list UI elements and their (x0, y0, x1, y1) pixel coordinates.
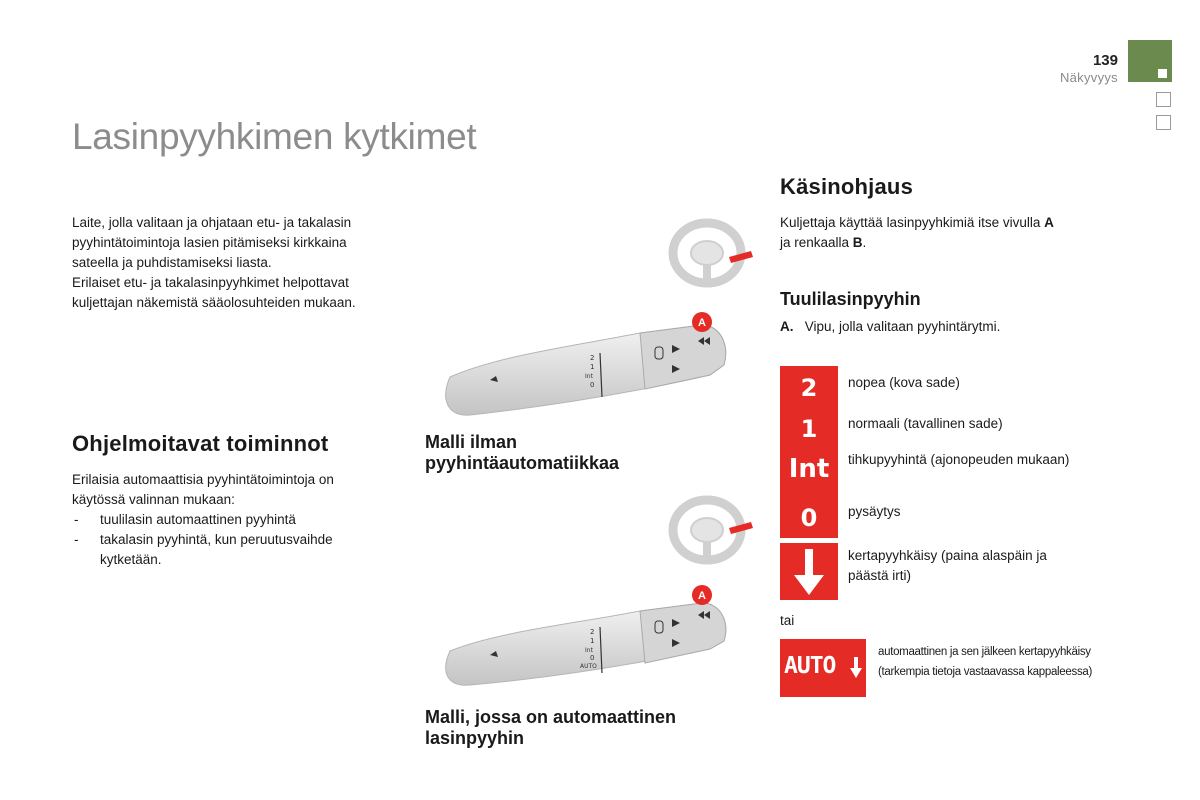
stalk-label: Int (585, 647, 593, 654)
marker-a-label: A (698, 317, 706, 329)
mode-description: pysäytys (848, 504, 901, 519)
wiper-stalk-illustration (440, 305, 740, 425)
stalk-label: 0 (590, 381, 595, 389)
mode-symbols-block (780, 366, 838, 538)
stalk-label: Int (585, 373, 593, 380)
chapter-tab-box (1156, 115, 1171, 130)
mode-description: nopea (kova sade) (848, 375, 960, 390)
mode-symbol: 2 (800, 374, 818, 402)
list-item: - takalasin pyyhintä, kun peruutusvaihde kytketään. (72, 530, 402, 570)
stalk-label: 1 (590, 363, 595, 371)
section-name: Näkyvyys (1059, 70, 1118, 85)
auto-description: automaattinen ja sen jälkeen kertapyyhkäisy (tarkempia tietoja vastaavassa kappaleessa) (878, 646, 1093, 678)
page-title: Lasinpyyhkimen kytkimet (72, 116, 477, 157)
figure-caption-top: Malli ilman pyyhintäautomatiikkaa (425, 432, 620, 473)
chapter-tab-active (1128, 40, 1172, 82)
mode-symbol: Int (788, 454, 830, 484)
single-wipe-block (780, 543, 838, 600)
steering-wheel-icon (665, 492, 755, 572)
wiper-stalk-auto-illustration (440, 585, 740, 695)
marker-a-label: A (698, 590, 706, 602)
mode-description: tihkupyyhintä (ajonopeuden mukaan) (848, 452, 1070, 467)
mode-symbol: 0 (800, 504, 818, 532)
intro-line: Erilaiset etu- ja takalasinpyyhkimet helpottavat (72, 275, 349, 290)
programmable-heading: Ohjelmoitavat toiminnot (72, 431, 329, 456)
intro-paragraph (72, 213, 412, 313)
figure-caption-bottom: Malli, jossa on automaattinen lasinpyyhin (425, 707, 677, 748)
stalk-label: 0 (590, 654, 595, 662)
chapter-tab-box (1156, 92, 1171, 107)
intro-line: sateella ja puhdistamiseksi liasta. (72, 255, 272, 270)
mode-description: normaali (tavallinen sade) (848, 416, 1003, 431)
stalk-label: 2 (590, 354, 595, 362)
windscreen-heading: Tuulilasinpyyhin (780, 289, 921, 309)
programmable-text (72, 470, 402, 570)
arrow-down-icon (780, 543, 838, 600)
or-text: tai (780, 613, 795, 628)
intro-line: pyyhintätoimintoja lasien pitämiseksi kirkkaina (72, 235, 347, 250)
windscreen-item: A. Vipu, jolla valitaan pyyhintärytmi. (780, 319, 1001, 334)
single-wipe-description: kertapyyhkäisy (paina alaspäin ja päästä irti) (848, 548, 1047, 583)
intro-line: Laite, jolla valitaan ja ohjataan etu- ja takalasin (72, 215, 352, 230)
programmable-line: Erilaisia automaattisia pyyhintätoimintoja on (72, 472, 334, 487)
arrow-down-icon (850, 657, 862, 679)
stalk-label: 1 (590, 637, 595, 645)
mode-symbol: 1 (800, 415, 818, 443)
chapter-tab-marker (1158, 69, 1167, 78)
stalk-label: 2 (590, 628, 595, 636)
programmable-list (72, 510, 402, 570)
page-number: 139 (1092, 52, 1118, 69)
intro-line: kuljettajan näkemistä sääolosuhteiden mukaan. (72, 295, 356, 310)
programmable-line: käytössä valinnan mukaan: (72, 492, 235, 507)
manual-heading: Käsinohjaus (780, 174, 914, 199)
manual-text: Kuljettaja käyttää lasinpyyhkimiä itse vivulla A ja renkaalla B. (780, 215, 1054, 250)
auto-block (780, 639, 866, 697)
list-item: - tuulilasin automaattinen pyyhintä (72, 510, 402, 530)
steering-wheel-icon (665, 215, 755, 295)
auto-label: AUTO (784, 653, 836, 679)
stalk-label: AUTO (580, 663, 597, 670)
